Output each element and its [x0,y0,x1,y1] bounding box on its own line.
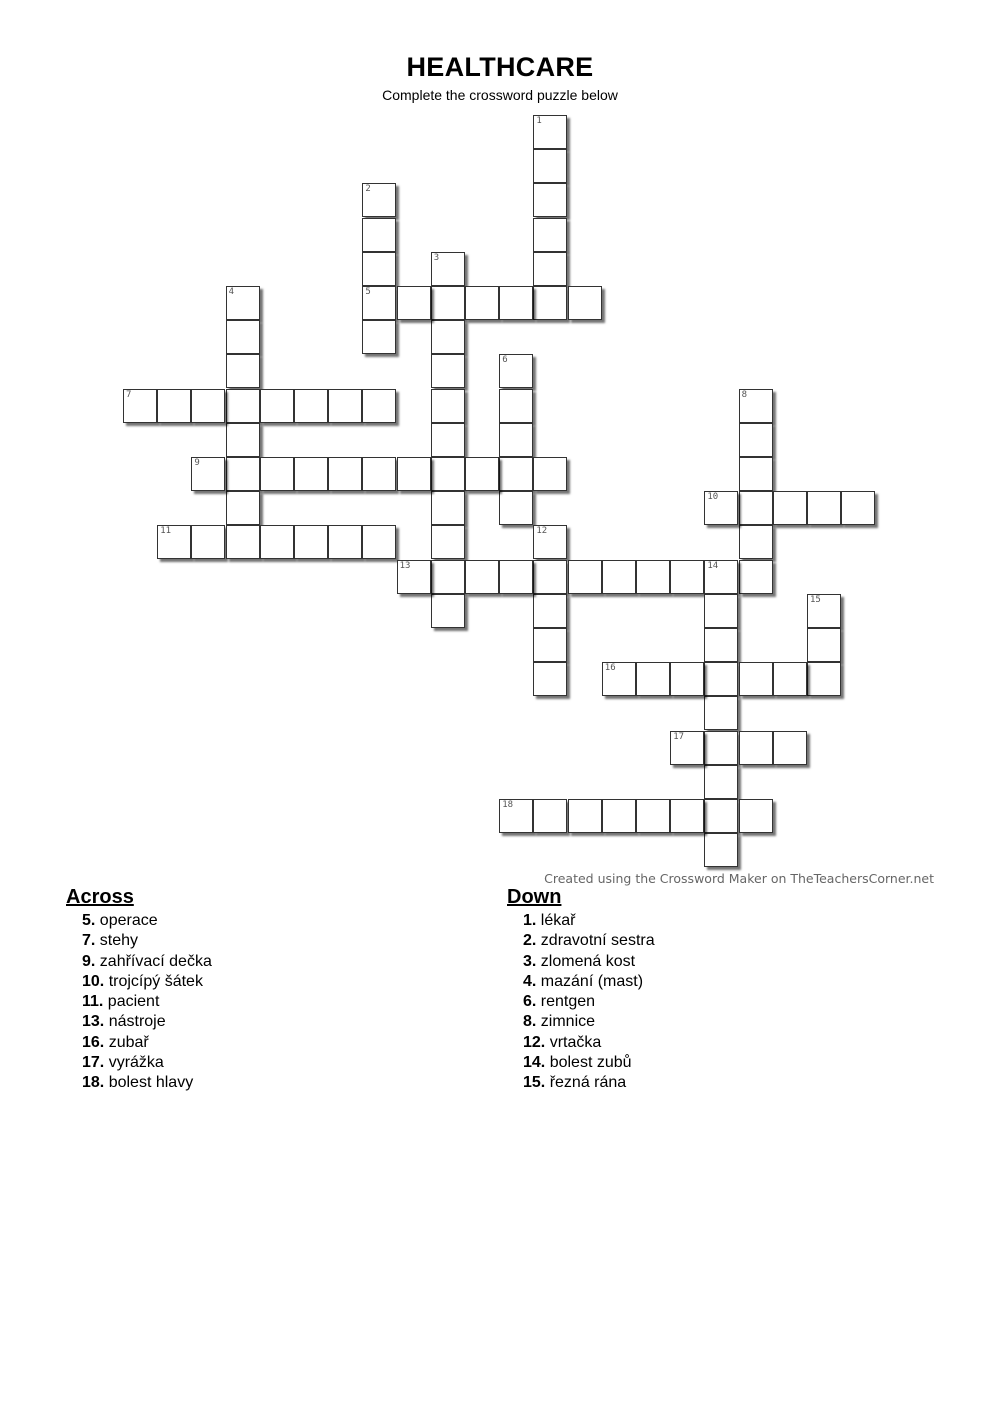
across-clue [66,992,212,1012]
down-clue [507,1012,655,1032]
crossword-cell[interactable] [123,389,157,423]
down-clue [507,931,655,951]
clue-text: zahřívací dečka [95,952,212,970]
crossword-cell[interactable] [704,628,738,662]
crossword-cell[interactable] [533,252,567,286]
crossword-cell[interactable] [191,389,225,423]
crossword-cell[interactable] [431,594,465,628]
crossword-cell[interactable] [226,354,260,388]
credit-text: Created using the Crossword Maker on TheTeachersCorner.net [544,871,934,886]
crossword-cell[interactable] [226,457,260,491]
crossword-cell[interactable] [431,389,465,423]
crossword-cell[interactable] [739,491,773,525]
crossword-cell[interactable] [704,560,738,594]
crossword-cell[interactable] [362,525,396,559]
crossword-cell[interactable] [533,457,567,491]
down-clue [507,1073,655,1093]
crossword-cell[interactable] [226,389,260,423]
page-title: HEALTHCARE [406,52,594,82]
clue-text: trojcípý šátek [104,972,203,990]
crossword-cell[interactable] [328,457,362,491]
clue-number: 13 [399,560,411,571]
crossword-cell[interactable] [773,491,807,525]
crossword-cell[interactable] [499,799,533,833]
crossword-cell[interactable] [499,457,533,491]
across-clue [66,931,212,951]
clue-number: 16 [604,663,616,674]
crossword-cell[interactable] [431,252,465,286]
crossword-cell[interactable] [739,799,773,833]
clue-text: nástroje [104,1013,166,1031]
crossword-cell[interactable] [704,662,738,696]
crossword-cell[interactable] [499,354,533,388]
clue-number-label: 8. [523,1013,537,1031]
crossword-cell[interactable] [704,594,738,628]
crossword-cell[interactable] [739,389,773,423]
clue-number: 14 [707,560,719,571]
crossword-cell[interactable] [670,731,704,765]
crossword-cell[interactable] [157,389,191,423]
clue-number: 1 [536,116,542,126]
crossword-cell[interactable] [431,560,465,594]
crossword-cell[interactable] [260,457,294,491]
across-clue [66,911,212,931]
clue-number: 7 [126,389,132,400]
down-clue [507,972,655,992]
crossword-cell[interactable] [157,525,191,559]
crossword-cell[interactable] [704,731,738,765]
crossword-cell[interactable] [397,457,431,491]
crossword-cell[interactable] [704,696,738,730]
crossword-cell[interactable] [226,423,260,457]
crossword-cell[interactable] [533,799,567,833]
crossword-cell[interactable] [533,662,567,696]
crossword-cell[interactable] [704,833,738,867]
crossword-cell[interactable] [636,662,670,696]
crossword-cell[interactable] [602,560,636,594]
clue-number-label: 15. [523,1074,546,1092]
clue-number: 5 [365,287,371,297]
across-clue [66,1033,212,1053]
clue-number-label: 13. [82,1013,105,1031]
crossword-cell[interactable] [294,525,328,559]
clue-number: 17 [673,731,685,742]
crossword-cell[interactable] [328,525,362,559]
clue-number-label: 7. [82,932,96,950]
down-clue-list [507,911,655,1094]
across-heading: Across [66,886,134,908]
crossword-cell[interactable] [260,389,294,423]
crossword-cell[interactable] [704,491,738,525]
clue-number-label: 1. [523,912,537,929]
crossword-cell[interactable] [499,560,533,594]
crossword-cell[interactable] [568,286,602,320]
crossword-cell[interactable] [670,662,704,696]
crossword-cell[interactable] [431,457,465,491]
clue-text: mazání (mast) [536,972,644,990]
down-clue [507,952,655,972]
crossword-cell[interactable] [568,560,602,594]
crossword-cell[interactable] [431,525,465,559]
crossword-cell[interactable] [533,115,567,149]
clue-number-label: 14. [523,1054,546,1072]
crossword-cell[interactable] [294,389,328,423]
clue-number-label: 10. [82,972,105,990]
crossword-cell[interactable] [431,423,465,457]
clue-number-label: 3. [523,952,537,970]
clue-text: lékař [536,912,576,929]
clue-text: stehy [95,932,139,950]
crossword-cell[interactable] [362,457,396,491]
crossword-cell[interactable] [362,286,396,320]
crossword-cell[interactable] [191,457,225,491]
clue-number-label: 12. [523,1033,546,1051]
crossword-cell[interactable] [499,286,533,320]
crossword-cell[interactable] [397,560,431,594]
clue-number-label: 18. [82,1074,105,1092]
down-clue [507,992,655,1012]
clue-number: 9 [194,458,200,468]
down-clue [507,1033,655,1053]
crossword-cell[interactable] [533,560,567,594]
crossword-cell[interactable] [362,218,396,252]
page-subtitle: Complete the crossword puzzle below [382,87,618,103]
crossword-cell[interactable] [807,628,841,662]
clue-number: 8 [741,389,748,400]
crossword-cell[interactable] [362,389,396,423]
crossword-cell[interactable] [636,560,670,594]
clue-text: zubař [104,1033,149,1051]
crossword-cell[interactable] [431,491,465,525]
crossword-cell[interactable] [670,560,704,594]
crossword-cell[interactable] [431,354,465,388]
crossword-cell[interactable] [533,594,567,628]
clue-number: 3 [433,252,440,263]
crossword-cell[interactable] [704,799,738,833]
crossword-cell[interactable] [431,320,465,354]
crossword-cell[interactable] [807,491,841,525]
crossword-cell[interactable] [499,423,533,457]
clue-number-label: 4. [523,972,537,990]
crossword-cell[interactable] [533,183,567,217]
crossword-cell[interactable] [533,628,567,662]
clue-number-label: 2. [523,932,537,950]
down-clues [507,886,655,1094]
clue-number-label: 9. [82,952,96,970]
across-clues [66,886,212,1094]
down-clue [507,1053,655,1073]
crossword-cell[interactable] [602,662,636,696]
clue-number: 2 [365,184,371,195]
clue-number-label: 5. [82,912,96,929]
crossword-cell[interactable] [294,457,328,491]
clue-number-label: 11. [82,993,104,1011]
clue-number: 15 [810,594,821,605]
crossword-cell[interactable] [533,286,567,320]
clue-text: rentgen [536,993,596,1011]
crossword-cell[interactable] [465,560,499,594]
across-clue [66,952,212,972]
crossword-cell[interactable] [226,491,260,525]
crossword-cell[interactable] [465,457,499,491]
clue-number: 4 [228,287,235,297]
crossword-cell[interactable] [191,525,225,559]
crossword-cell[interactable] [807,662,841,696]
crossword-cell[interactable] [739,731,773,765]
crossword-cell[interactable] [739,662,773,696]
crossword-cell[interactable] [533,218,567,252]
crossword-cell[interactable] [226,525,260,559]
clue-text: zlomená kost [536,952,636,970]
crossword-cell[interactable] [226,286,260,320]
across-clue [66,1053,212,1073]
down-heading: Down [507,886,562,908]
crossword-cell[interactable] [328,389,362,423]
crossword-cell[interactable] [568,799,602,833]
crossword-cell[interactable] [431,286,465,320]
clue-number-label: 17. [82,1054,105,1072]
crossword-cell[interactable] [739,457,773,491]
across-clue [66,972,212,992]
crossword-cell[interactable] [670,799,704,833]
clue-text: vyrážka [104,1054,164,1072]
crossword-cell[interactable] [465,286,499,320]
crossword-cell[interactable] [362,320,396,354]
crossword-cell[interactable] [499,389,533,423]
crossword-cell[interactable] [533,525,567,559]
across-clue-list [66,911,212,1094]
crossword-cell[interactable] [739,525,773,559]
clue-text: operace [95,912,158,929]
crossword-cell[interactable] [362,252,396,286]
clue-text: řezná rána [545,1074,627,1092]
clue-number: 18 [502,800,514,810]
clue-number: 10 [707,492,719,503]
across-clue [66,1073,212,1093]
crossword-cell[interactable] [636,799,670,833]
crossword-cell[interactable] [362,183,396,217]
clue-text: bolest hlavy [104,1074,194,1092]
crossword-cell[interactable] [841,491,875,525]
clue-number: 6 [502,355,508,366]
clue-text: pacient [103,993,160,1011]
clue-text: zdravotní sestra [536,932,655,950]
crossword-cell[interactable] [397,286,431,320]
clue-text: vrtačka [545,1033,602,1051]
clue-number-label: 16. [82,1033,105,1051]
crossword-cell[interactable] [739,423,773,457]
crossword-cell[interactable] [704,765,738,799]
clue-text: bolest zubů [545,1054,632,1072]
crossword-cell[interactable] [773,662,807,696]
crossword-cell[interactable] [773,731,807,765]
clue-number-label: 6. [523,993,537,1011]
clue-number: 12 [536,526,548,537]
down-clue [507,911,655,931]
crossword-cell[interactable] [739,560,773,594]
crossword-cell[interactable] [226,320,260,354]
crossword-cell[interactable] [807,594,841,628]
clue-text: zimnice [536,1013,596,1031]
crossword-cell[interactable] [499,491,533,525]
across-clue [66,1012,212,1032]
crossword-cell[interactable] [260,525,294,559]
crossword-cell[interactable] [602,799,636,833]
crossword-cell[interactable] [533,149,567,183]
clue-number: 11 [160,526,172,537]
